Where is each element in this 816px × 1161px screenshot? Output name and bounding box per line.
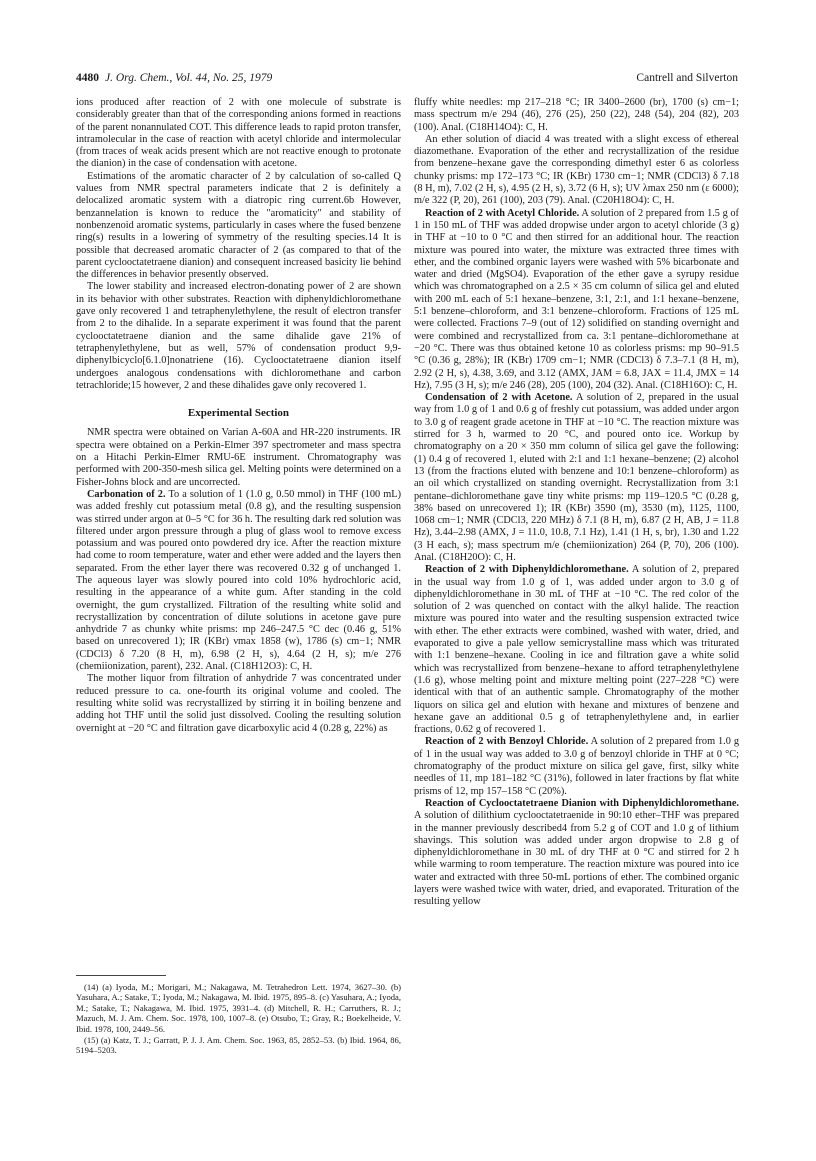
page-header bbox=[76, 72, 738, 88]
paragraph: Estimations of the aromatic character of 2 by calculation of so-called Q values from NMR spectral parameters indicate that 2 is definitely a delocalized aromatic system with a diatropic ring current.6b However, benzannelation is known to reduce the "aromaticity" and stability of nonbenzenoid aromatic systems, particularly in cases where the fused benzene ring(s) results in a lowering of symmetry of the resulting species.14 It is possible that decreased aromatic character of 2 (as compared to that of the parent cyclooctatetraene dianion) and consequent increased basicity lie behind the differences in behavior presently observed. bbox=[76, 170, 401, 281]
footnote: (14) (a) Iyoda, M.; Morigari, M.; Nakagawa, M. Tetrahedron Lett. 1974, 3627–30. (b) Yasuhara, A.; Satake, T.; Iyoda, M.; Nakagawa, M. Ibid. 1975, 895–8. (c) Yasuhara, A.; Iyoda, M.; Satake, T.; Nakagawa, M. Ibid. 1975, 3931–4. (d) Mitchell, R. H.; Carruthers, R. J.; Mazuch, M. J. Am. Chem. Soc. 1978, 100, 1007–8. (e) Otsubo, T.; Gray, R.; Boekelheide, V. Ibid. 1978, 100, 2449–56. bbox=[76, 982, 401, 1034]
paragraph-text: To a solution of 1 (1.0 g, 0.50 mmol) in THF (100 mL) was added freshly cut potassium metal (0.8 g), and the resulting suspension was stirred under argon at 0–5 °C for 36 h. The resulting dark red solution was filtered under argon pressure through a plug of glass wool to remove excess potassium and was poured onto powdered dry ice. After the reaction mixture had come to room temperature, water and ether were added and the layers then separated. From the ether layer there was recovered 0.32 g of unchanged 1. The aqueous layer was slowly poured into cold 10% hydrochloric acid, resulting in the appearance of a white gum. After standing in the cold overnight, the gum crystallized. Filtration of the resulting white solid and recrystallization by concentration of dilute solutions in acetone gave pure anhydride 7 as chunky white prisms: mp 246–247.5 °C dec (0.46 g, 51% based on unrecovered 1); IR (KBr) νmax 1858 (w), 1786 (s) cm−1; NMR (CDCl3) δ 7.20 (8 H, m), 6.98 (2 H, s), 4.64 (2 H, s); m/e 276 (chemiionization, parent), 232. Anal. (C18H12O3): C, H. bbox=[76, 488, 402, 673]
subsection-heading: Condensation of 2 with Acetone. bbox=[425, 392, 573, 404]
running-authors: Cantrell and Silverton bbox=[636, 72, 738, 84]
footnotes bbox=[76, 975, 401, 1057]
paragraph-text: A solution of 2 prepared from 1.0 g of 1 in the usual way was added to 3.0 g of benzoyl chloride in THF at 0 °C; chromatography of the product mixture on silica gel gave, first, silky white needles of 11, mp 181–182 °C (31%), followed in later fractions by flat white prisms of 12, mp 157–158 °C (20%). bbox=[414, 736, 739, 797]
right-column bbox=[414, 97, 739, 909]
paragraph-acetone bbox=[414, 392, 739, 564]
section-heading: Experimental Section bbox=[187, 407, 290, 420]
paragraph-text: A solution of 2, prepared in the usual way from 1.0 g of 1, was added under argon to 3.0 g of diphenyldichloromethane in 30 mL of THF at −10 °C. The red color of the solution of 2 was quenched on contact with the alkyl halide. The reaction mixture was poured into water and the resulting suspension extracted twice with ether. The ether extracts were combined, washed with water, dried, and evaporated to give a pale yellow semicrystalline mass which was triturated with 1:1 benzene–hexane. Cooling in ice and filtration gave a white solid which was recrystallized from benzene–hexane to afford tetraphenylethylene (1.6 g), whose melting point and mixture melting point (227–228 °C) were identical with that of an authentic sample. Chromatography of the mother liquors on silica gel and elution with hexane and mixtures of benzene and hexane gave an additional 0.5 g of tetraphenylethylene and, in earlier fractions, 0.62 g of recovered 1. bbox=[414, 564, 739, 736]
paragraph: The mother liquor from filtration of anhydride 7 was concentrated under reduced pressure to ca. one-fourth its original volume and cooled. The resulting white solid was recrystallized by stirring it in boiling benzene and adding hot THF until the solid just dissolved. Cooling the resulting solution overnight at −20 °C and filtration gave dicarboxylic acid 4 (0.28 g, 22%) as bbox=[76, 673, 401, 734]
subsection-heading: Reaction of 2 with Acetyl Chloride. bbox=[425, 207, 580, 219]
journal-citation: J. Org. Chem., Vol. 44, No. 25, 1979 bbox=[105, 72, 273, 84]
paragraph-diphenyl bbox=[414, 564, 739, 736]
paragraph-text: A solution of 2 prepared from 1.5 g of 1 in 150 mL of THF was added dropwise under argon to acetyl chloride (3 g) in THF at −10 to 0 °C and then stirred for an additional hour. The reaction mixture was poured into water, the mixture was extracted three times with ether, and the combined organic layers were washed with 5% bicarbonate and water and dried (MgSO4). Evaporation of the ether gave a syrupy residue which was chromatographed on a 2.5 × 35 cm column of silica gel and eluted with 200 mL each of 5:1 hexane–benzene, 3:1, 2:1, and 1:1 hexane–benzene, 5:1 benzene–chloroform, and 3:1 benzene–chloroform. Fractions of 125 mL were collected. Fractions 7–9 (out of 12) solidified on standing overnight and were combined and recrystallized from ca. 3:1 pentane–dichloromethane at −20 °C. There was thus obtained ketone 10 as colorless prisms: mp 90–91.5 °C (0.36 g, 28%); IR (KBr) 1709 cm−1; NMR (CDCl3) δ 7.3–7.1 (8 H, m), 2.92 (2 H, s), 4.38, 3.69, and 3.12 (AMX, JAM = 6.8, JAX = 11.4, JMX = 14 Hz), 7.95 (3 H, s); m/e 246 (28), 205 (100), 204 (32). Anal. (C18H16O): C, H. bbox=[414, 207, 739, 391]
left-column bbox=[76, 97, 401, 735]
subsection-heading: Reaction of 2 with Benzoyl Chloride. bbox=[425, 736, 589, 748]
paragraph: fluffy white needles: mp 217–218 °C; IR 3400–2600 (br), 1700 (s) cm−1; mass spectrum m/e 294 (46), 276 (25), 250 (22), 248 (54), 204 (82), 203 (100). Anal. (C18H14O4): C, H. bbox=[414, 97, 739, 133]
subsection-heading: Reaction of Cyclooctatetraene Dianion with Diphenyldichloromethane. bbox=[425, 797, 739, 809]
paragraph-benzoyl bbox=[414, 736, 739, 797]
paragraph-cot bbox=[414, 798, 739, 909]
paragraph-text: A solution of dilithium cyclooctatetraenide in 90:10 ether–THF was prepared in the manner previously described4 from 5.2 g of COT and 1.0 g of lithium shavings. This solution was added under argon dropwise to 2.8 g of diphenyldichloromethane in 30 mL of dry THF at 0 °C and stirred for 2 h while warming to room temperature. The reaction mixture was poured into ice water and extracted with three 50-mL portions of ether. The combined organic layers were washed twice with water, dried, and evaporated. Trituration of the resulting yellow bbox=[414, 810, 739, 908]
subsection-heading: Reaction of 2 with Diphenyldichloromethane. bbox=[425, 564, 629, 576]
footnote: (15) (a) Katz, T. J.; Garratt, P. J. J. Am. Chem. Soc. 1963, 85, 2852–53. (b) Ibid. 1964, 86, 5194–5203. bbox=[76, 1035, 401, 1056]
footnote-rule bbox=[76, 975, 166, 976]
paragraph: ions produced after reaction of 2 with one molecule of substrate is considerably greater than that of the corresponding anions formed in reactions of the parent nonannulated COT. This difference leads to rapid proton transfer, intramolecular in the case of reaction with acetyl chloride and intermolecular (from traces of weak acids present which are not reactive enough to protonate the dianion) in the case of condensation with acetone. bbox=[76, 97, 401, 170]
paragraph-carbonation bbox=[76, 489, 401, 673]
page-number: 4480 bbox=[76, 72, 99, 84]
paragraph-text: A solution of 2, prepared in the usual way from 1.0 g of 1 and 0.6 g of freshly cut potassium, was added under argon to 3.0 g of reagent grade acetone in THF at −10 °C. The reaction mixture was stirred for 3 h, warmed to 20 °C, and poured onto ice. Workup by chromatography on a 20 × 350 mm column of silica gel gave the following: (1) 0.4 g of recovered 1, eluted with 2:1 and 1:1 hexane–benzene; (2) alcohol 13 (from the fractions eluted with benzene and 10:1 benzene–chloroform) as an oil which crystallized on standing overnight. Recrystallization from 3:1 pentane–dichloromethane gave tiny white prisms: mp 119–120.5 °C (0.28 g, 38% based on unrecovered 1); IR (KBr) 3590 (m), 3530 (m), 1125, 1100, 1068 cm−1; NMR (CDCl3, 220 MHz) δ 7.1 (8 H, m), 6.87 (2 H, AB, J = 11.8 Hz), 3.44–2.98 (AMX, J = 11.0, 10.8, 7.1 Hz), 1.41 (1 H, s, br), 1.30 and 1.22 (3 H each, s); mass spectrum m/e (chemiionization) 264 (P, 70), 206 (100). Anal. (C18H20O): C, H. bbox=[414, 392, 739, 563]
paragraph-acetyl bbox=[414, 208, 739, 392]
paragraph: An ether solution of diacid 4 was treated with a slight excess of ethereal diazomethane. Evaporation of the ether and recrystallization of the residue from benzene–hexane gave the corresponding dimethyl ester 6 as colorless chunky prisms: mp 172–173 °C; IR (KBr) 1730 cm−1; NMR (CDCl3) δ 7.18 (8 H, m), 7.02 (2 H, s), 4.95 (2 H, s), 3.72 (6 H, s); UV λmax 250 nm (ε 6000); m/e 322 (P, 20), 261 (100), 203 (79). Anal. (C20H18O4): C, H. bbox=[414, 133, 739, 207]
paragraph: NMR spectra were obtained on Varian A-60A and HR-220 instruments. IR spectra were obtained on a Perkin-Elmer 397 spectrometer and mass spectra on a Hitachi Perkin-Elmer RMU-6E instrument. Chromatography was performed with 200-350-mesh silica gel. Melting points were determined on a Fisher-Johns block and are uncorrected. bbox=[76, 427, 401, 488]
paragraph: The lower stability and increased electron-donating power of 2 are shown in its behavior with other substrates. Reaction with diphenyldichloromethane gave only recovered 1 and tetraphenylethylene, the result of electron transfer from 2 to the dihalide. In a separate experiment it was found that the parent cyclooctatetraene dianion and the same dihalide gave 21% of tetraphenylethylene, but as well, 57% of condensation product 9,9-diphenylbicyclo[6.1.0]nonatriene (16). Cyclooctatetraene dianion itself undergoes analogous condensations with dichloromethane and carbon tetrachloride;15 however, 2 and these dihalides gave only recovered 1. bbox=[76, 281, 401, 391]
subsection-heading: Carbonation of 2. bbox=[87, 488, 166, 500]
